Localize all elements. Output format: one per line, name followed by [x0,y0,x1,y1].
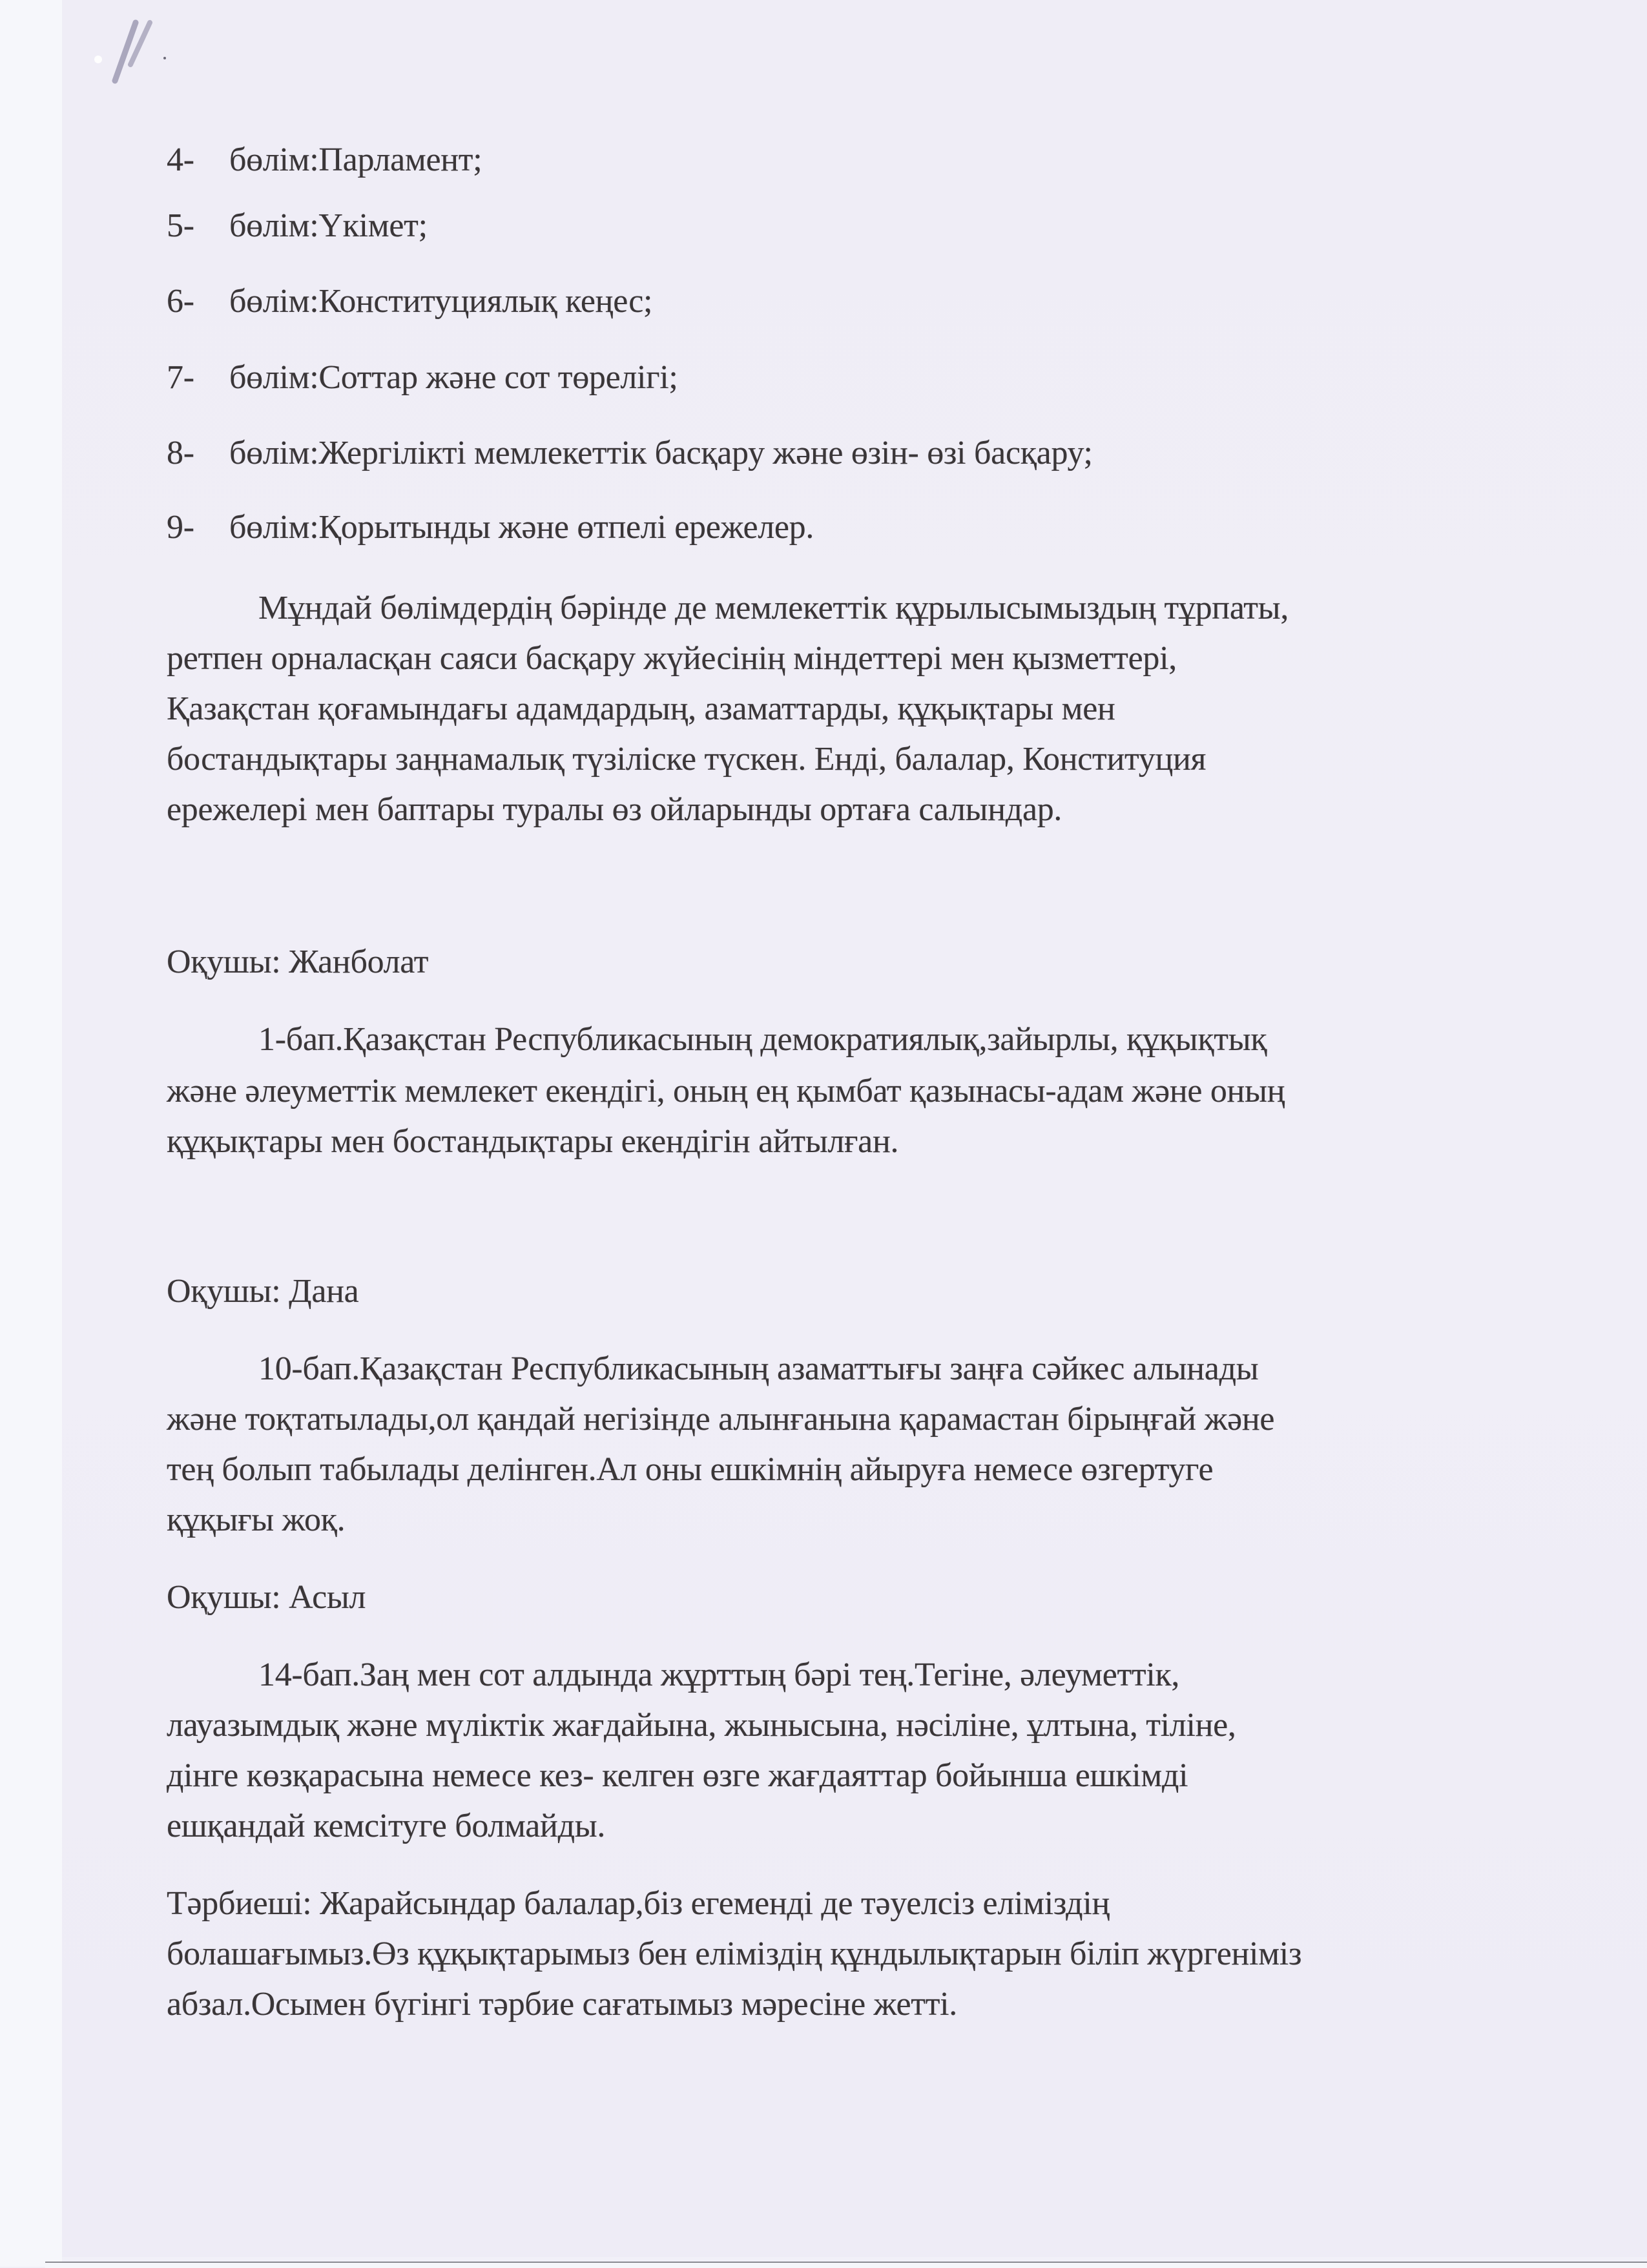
paragraph-line: дінге көзқарасына немесе кез- келген өзге жағдаяттар бойынша ешкімді [167,1757,1188,1794]
paragraph-line: 14-бап.Заң мен сот алдында жұрттың бәрі тең.Тегіне, әлеуметтік, [258,1656,1180,1693]
paragraph-line: абзал.Осымен бүгінгі тәрбие сағатымыз мәресіне жетті. [167,1986,957,2023]
list-item-number: 6- [167,283,194,320]
list-item-text: бөлім:Қорытынды және өтпелі ережелер. [229,509,814,546]
paragraph-line: лауазымдық және мүліктік жағдайына, жынысына, нәсіліне, ұлтына, тіліне, [167,1707,1236,1744]
list-item-text: бөлім:Парламент; [229,141,482,178]
scan-edge [0,0,62,2267]
paragraph-line: ережелері мен баптары туралы өз ойларынды ортаға салындар. [167,791,1062,828]
pencil-mark-icon [90,19,168,90]
speaker-label: Оқушы: Дана [167,1273,359,1310]
paragraph-line: және әлеуметтік мемлекет екендігі, оның ең қымбат қазынасы-адам және оның [167,1073,1285,1109]
paragraph-line: бостандықтары заңнамалық түзіліске түскен. Енді, балалар, Конституция [167,741,1207,778]
speaker-label: Оқушы: Жанболат [167,943,429,980]
list-item-number: 8- [167,435,194,471]
paragraph-line: Мұндай бөлімдердің бәрінде де мемлекеттік құрылысымыздың тұрпаты, [258,590,1289,626]
paragraph-line: құқығы жоқ. [167,1501,346,1538]
speaker-label: Оқушы: Асыл [167,1579,366,1616]
paragraph-line: Тәрбиеші: Жарайсындар балалар,біз егеменді де тәуелсіз еліміздің [167,1885,1110,1922]
list-item-number: 7- [167,359,194,396]
list-item-number: 5- [167,207,194,244]
list-item-number: 9- [167,509,194,546]
list-item-text: бөлім:Конституциялық кеңес; [229,283,653,320]
list-item-text: бөлім:Үкімет; [229,207,428,244]
paragraph-line: 1-бап.Қазақстан Республикасының демократиялық,зайырлы, құқықтық [258,1021,1267,1058]
list-item-text: бөлім:Соттар және сот төрелігі; [229,359,678,396]
paragraph-line: және тоқтатылады,ол қандай негізінде алынғанына қарамастан бірыңғай және [167,1401,1275,1438]
paragraph-line: ешқандай кемсітуге болмайды. [167,1808,606,1844]
paragraph-line: құқықтары мен бостандықтары екендігін айтылған. [167,1123,899,1160]
list-item-number: 4- [167,141,194,178]
paragraph-line: тең болып табылады делінген.Ал оны ешкімнің айыруға немесе өзгертуге [167,1451,1214,1488]
list-item-text: бөлім:Жергілікті мемлекеттік басқару және өзін- өзі басқару; [229,435,1093,471]
paragraph-line: болашағымыз.Өз құқықтарымыз бен еліміздің құндылықтарын біліп жүргеніміз [167,1935,1302,1972]
paragraph-line: Қазақстан қоғамындағы адамдардың, азаматтарды, құқықтары мен [167,690,1115,727]
paragraph-line: 10-бап.Қазақстан Республикасының азаматтығы заңға сәйкес алынады [258,1350,1259,1387]
paragraph-line: ретпен орналасқан саяси басқару жүйесінің міндеттері мен қызметтері, [167,640,1177,677]
paper-bottom-edge [45,2262,1647,2268]
